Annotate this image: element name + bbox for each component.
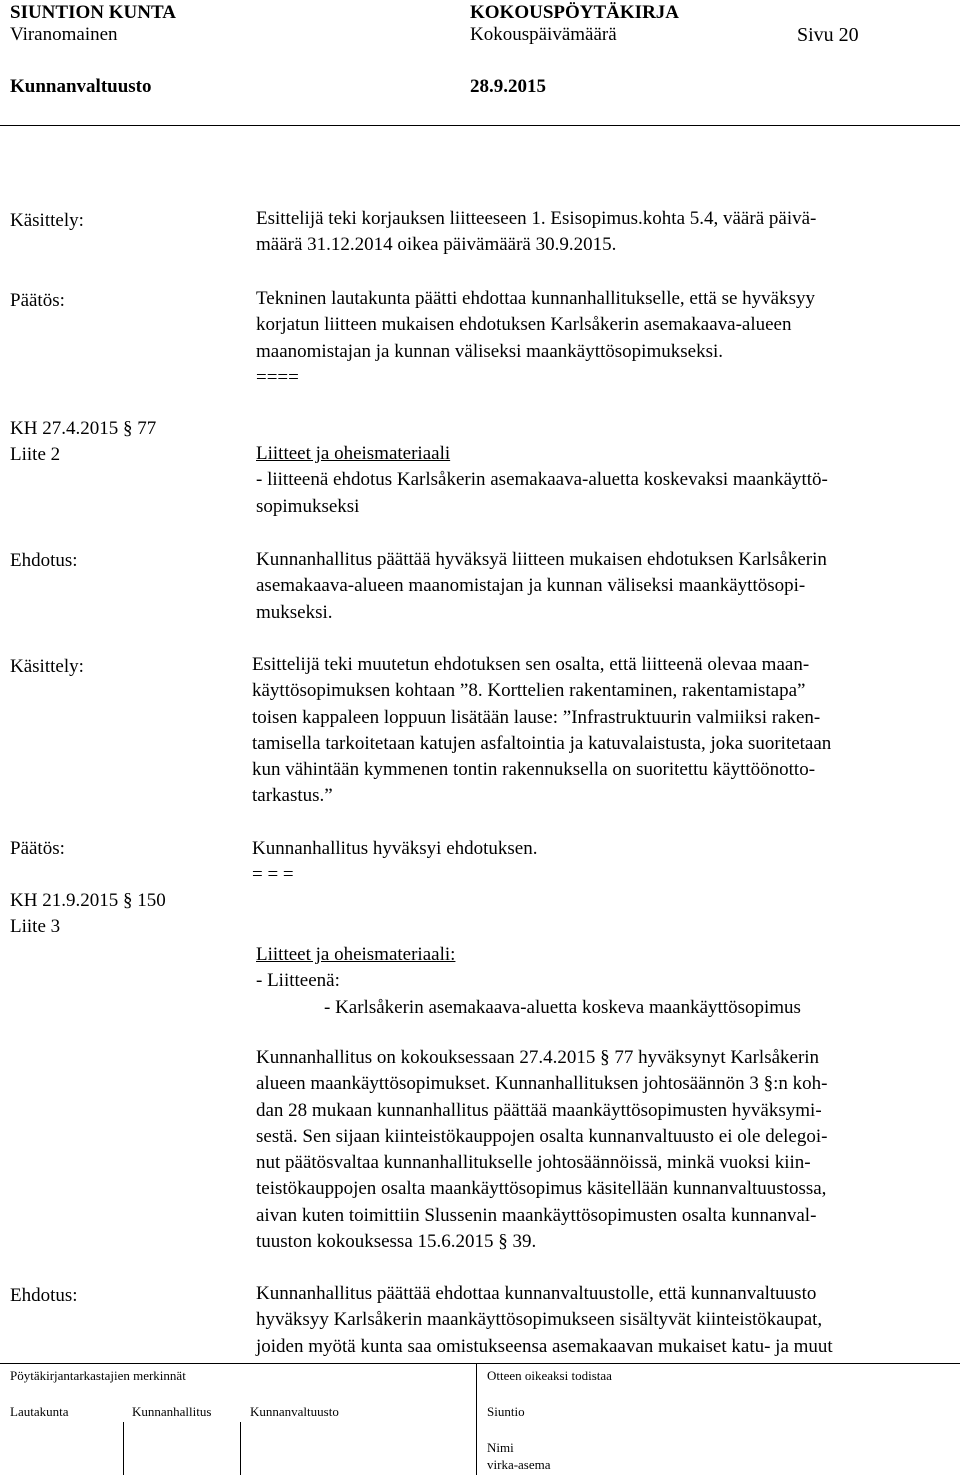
- org-name: SIUNTION KUNTA: [10, 2, 176, 23]
- page-number: Sivu 20: [797, 24, 859, 46]
- kasittely-1-text: Esittelijä teki korjauksen liitteeseen 1. Esisopimus.kohta 5.4, väärä päivä- määrä 31.12.2014 oikea päivämäärä 30.9.2015.: [256, 208, 817, 256]
- footer-sig-divider-1: [123, 1422, 124, 1475]
- footer-nimi: Nimi: [487, 1440, 514, 1455]
- ehdotus-2-text: Kunnanhallitus päättää ehdottaa kunnanvaltuustolle, että kunnanvaltuusto hyväksyy Karlsåkerin maankäyttösopimukseen sisältyvät kiinteistökaupat, joiden myötä kunta saa omistukseensa asemakaavan mukaiset katu- ja muut: [256, 1283, 833, 1357]
- footer-top-rule: [0, 1363, 960, 1364]
- label-kh-27-4-2015: KH 27.4.2015 § 77: [10, 418, 157, 439]
- attachments-2: Liitteet ja oheismateriaali: - Liitteenä: - Karlsåkerin asemakaava-aluetta koskeva maankäyttösopimus: [256, 944, 801, 1018]
- footer-divider: [476, 1363, 477, 1475]
- meeting-date: 28.9.2015: [470, 76, 546, 97]
- footer-virka-asema: virka-asema: [487, 1457, 551, 1472]
- authority-label: Viranomainen: [10, 24, 118, 45]
- paatos-1-text: Tekninen lautakunta päätti ehdottaa kunnanhallitukselle, että se hyväksyy korjatun liitteen mukaisen ehdotuksen Karlsåkerin asemakaava-alueen maanomistajan ja kunnan väliseksi maankäyttösopimukseksi. ====: [256, 286, 815, 391]
- label-paatos-2: Päätös:: [10, 838, 65, 859]
- footer-lautakunta: Lautakunta: [10, 1404, 69, 1419]
- checkers-label: Pöytäkirjantarkastajien merkinnät: [10, 1368, 186, 1383]
- ehdotus-1-text: Kunnanhallitus päättää hyväksyä liitteen mukaisen ehdotuksen Karlsåkerin asemakaava-alueen maanomistajan ja kunnan väliseksi maankäyttösopi- mukseksi.: [256, 549, 827, 623]
- footer-sig-divider-2: [240, 1422, 241, 1475]
- label-ehdotus-2: Ehdotus:: [10, 1285, 78, 1306]
- footer-siuntio: Siuntio: [487, 1404, 525, 1419]
- footer-kunnanvaltuusto: Kunnanvaltuusto: [250, 1404, 339, 1419]
- delegation-paragraph: Kunnanhallitus on kokouksessaan 27.4.2015 § 77 hyväksynyt Karlsåkerin alueen maankäyttösopimukset. Kunnanhallituksen johtosäännön 3 §:n koh- dan 28 mukaan kunnanhallitus päättää maankäyttösopimusten hyväksymi- sestä. Sen sijaan kiinteistökauppojen osalta kunnanvaltuusto ei ole delegoi- nut päätösvaltaa kunnanhallitukselle johtosäännöissä, minkä vuoksi kiin- teistökauppojen osalta maankäyttösopimus käsitellään kunnanvaltuustossa, aivan kuten toimittiin Slussenin maankäyttösopimusten osalta kunnanval- tuuston kokouksessa 15.6.2015 § 39.: [256, 1047, 828, 1253]
- label-paatos-1: Päätös:: [10, 290, 65, 311]
- paatos-2-text: Kunnanhallitus hyväksyi ehdotuksen. = = =: [252, 836, 538, 889]
- label-liite-3: Liite 3: [10, 916, 61, 937]
- attachments-2-title: Liitteet ja oheismateriaali:: [256, 944, 456, 965]
- certification-label: Otteen oikeaksi todistaa: [487, 1368, 612, 1383]
- authority-name: Kunnanvaltuusto: [10, 76, 152, 97]
- label-kasittely-1: Käsittely:: [10, 210, 84, 231]
- date-label: Kokouspäivämäärä: [470, 24, 617, 45]
- separator-1: ====: [256, 366, 299, 388]
- doc-type: KOKOUSPÖYTÄKIRJA: [470, 2, 680, 23]
- kasittely-2-text: Esittelijä teki muutetun ehdotuksen sen osalta, että liitteenä olevaa maan- käyttösopimuksen kohtaan ”8. Korttelien rakentaminen, rakentamistapa” toisen kappaleen loppuun lisätään lause: ”Infrastruktuurin valmiiksi raken- tamisella tarkoitetaan katujen asfaltointia ja katuvalaistusta, joka suoritetaan kun vähintään kymmenen tontin rakennuksella on suoritettu käyttöönotto- tarkastus.”: [252, 654, 832, 807]
- label-kh-21-9-2015: KH 21.9.2015 § 150: [10, 890, 166, 911]
- label-liite-2: Liite 2: [10, 444, 61, 465]
- separator-2: = = =: [252, 864, 294, 886]
- attachments-1: Liitteet ja oheismateriaali - liitteenä ehdotus Karlsåkerin asemakaava-aluetta koskevaksi maankäyttö- sopimukseksi: [256, 443, 828, 517]
- footer-kunnanhallitus: Kunnanhallitus: [132, 1404, 212, 1419]
- attachments-1-title: Liitteet ja oheismateriaali: [256, 443, 451, 464]
- label-ehdotus-1: Ehdotus:: [10, 550, 78, 571]
- label-kasittely-2: Käsittely:: [10, 656, 84, 677]
- header-rule: [0, 125, 960, 126]
